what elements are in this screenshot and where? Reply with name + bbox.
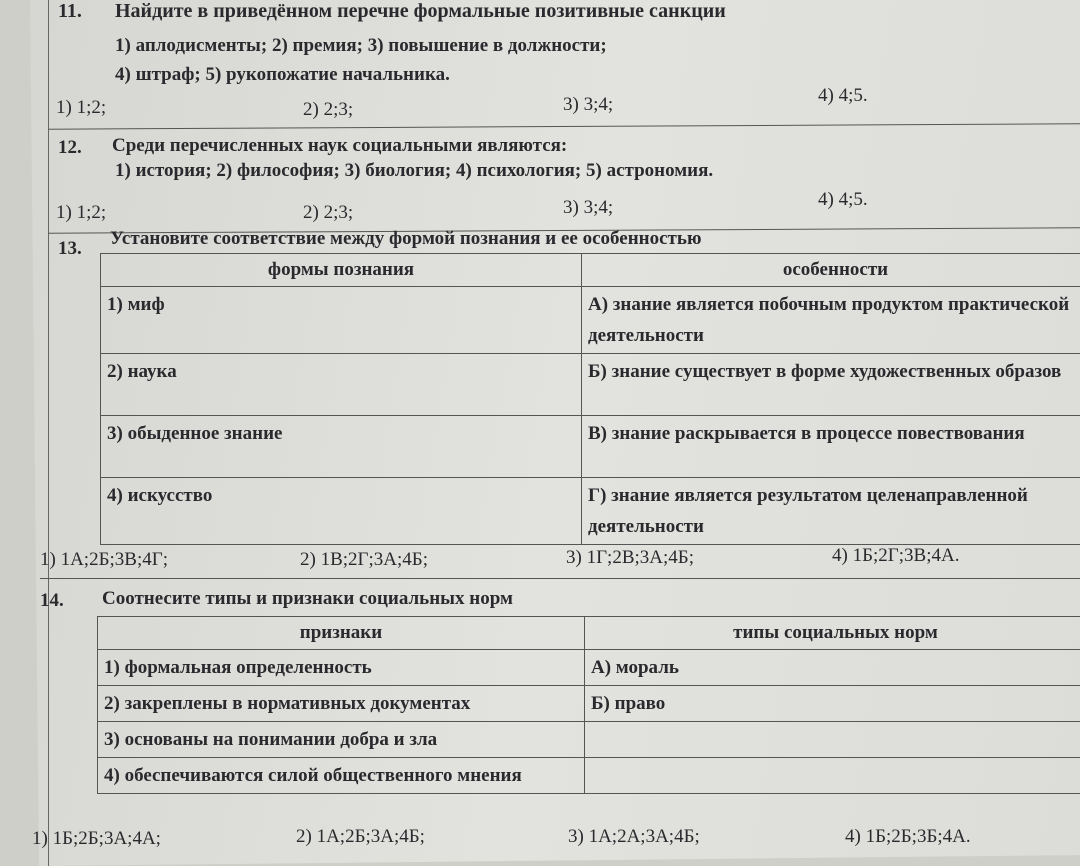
- q14-number: 14.: [40, 590, 64, 611]
- q13-answer-4[interactable]: 4) 1Б;2Г;3В;4А.: [832, 545, 960, 566]
- q11-answer-4[interactable]: 4) 4;5.: [818, 85, 868, 106]
- q14-answer-3[interactable]: 3) 1А;2А;3А;4Б;: [568, 826, 700, 847]
- q14-left-1: 1) формальная определенность: [98, 650, 585, 686]
- q14-left-2: 2) закреплены в нормативных документах: [98, 686, 585, 722]
- q12-answer-3[interactable]: 3) 3;4;: [563, 197, 614, 218]
- q13-title: Установите соответствие между формой познания и ее особенностью: [110, 228, 702, 249]
- q11-title: Найдите в приведённом перечне формальные позитивные санкции: [115, 0, 726, 22]
- q13-left-3: 3) обыденное знание: [101, 416, 582, 478]
- q13-answer-3[interactable]: 3) 1Г;2В;3А;4Б;: [566, 547, 694, 568]
- q11-answer-1[interactable]: 1) 1;2;: [56, 97, 107, 118]
- q11-number: 11.: [58, 0, 82, 22]
- q14-right-1: А) мораль: [585, 650, 1080, 686]
- q13-left-2: 2) наука: [101, 354, 582, 416]
- q13-header-left: формы познания: [101, 254, 582, 287]
- q12-options-line1: 1) история; 2) философия; 3) биология; 4) психология; 5) астрономия.: [115, 160, 714, 181]
- q13-right-2: Б) знание существует в форме художественных образов: [582, 354, 1080, 416]
- q14-answer-1[interactable]: 1) 1Б;2Б;3А;4А;: [32, 828, 161, 849]
- q14-left-4: 4) обеспечиваются силой общественного мнения: [98, 758, 585, 794]
- q14-right-4: [585, 758, 1080, 794]
- q14-header-right: типы социальных норм: [585, 617, 1080, 650]
- q12-title: Среди перечисленных наук социальными являются:: [112, 135, 568, 156]
- q13-answer-1[interactable]: 1) 1А;2Б;3В;4Г;: [40, 549, 168, 570]
- q13-table: [100, 253, 1080, 545]
- q13-answer-2[interactable]: 2) 1В;2Г;3А;4Б;: [300, 549, 428, 570]
- q13-right-1: А) знание является побочным продуктом практической деятельности: [582, 287, 1080, 354]
- q14-title: Соотнесите типы и признаки социальных норм: [102, 588, 513, 609]
- q14-right-3: [585, 722, 1080, 758]
- q12-answer-2[interactable]: 2) 2;3;: [303, 202, 354, 223]
- q14-answer-2[interactable]: 2) 1А;2Б;3А;4Б;: [296, 826, 425, 847]
- q11-answer-3[interactable]: 3) 3;4;: [563, 94, 614, 115]
- q13-left-1: 1) миф: [101, 287, 582, 354]
- q11-options-line2: 4) штраф; 5) рукопожатие начальника.: [115, 64, 450, 85]
- q14-right-2: Б) право: [585, 686, 1080, 722]
- q13-header-right: особенности: [582, 254, 1080, 287]
- q14-answer-4[interactable]: 4) 1Б;2Б;3Б;4А.: [845, 826, 971, 847]
- q14-table: [97, 616, 1080, 794]
- q13-right-3: В) знание раскрывается в процессе повествования: [582, 416, 1080, 478]
- q12-number: 12.: [58, 137, 82, 158]
- divider: [40, 578, 1080, 579]
- q14-left-3: 3) основаны на понимании добра и зла: [98, 722, 585, 758]
- q12-answer-4[interactable]: 4) 4;5.: [818, 189, 868, 210]
- q13-number: 13.: [58, 238, 82, 259]
- q11-options-line1: 1) аплодисменты; 2) премия; 3) повышение в должности;: [115, 35, 607, 56]
- left-border: [48, 0, 49, 866]
- q13-left-4: 4) искусство: [101, 478, 582, 545]
- q11-answer-2[interactable]: 2) 2;3;: [303, 99, 354, 120]
- q13-right-4: Г) знание является результатом целенаправленной деятельности: [582, 478, 1080, 545]
- q12-answer-1[interactable]: 1) 1;2;: [56, 202, 107, 223]
- q14-header-left: признаки: [98, 617, 585, 650]
